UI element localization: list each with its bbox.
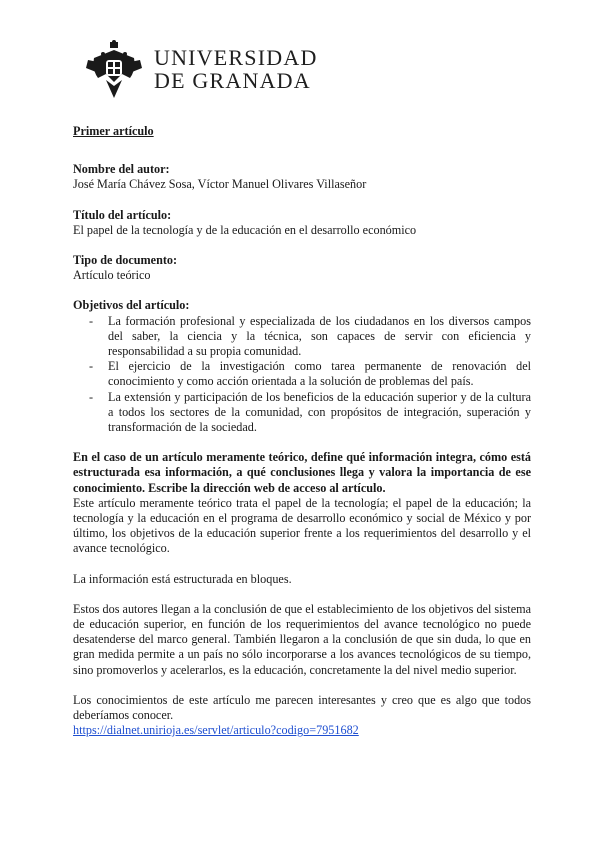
summary-paragraph: Este artículo meramente teórico trata el papel de la tecnología; el papel de la educación; la tecnología y la educación en el programa de desarrollo económico y social de México y por último, los objetivos de la educación superior frente a los requerimientos del desarrollo y el avance tecnológico.: [73, 495, 531, 556]
section-title: Primer artículo: [73, 124, 154, 138]
article-url-link[interactable]: https://dialnet.unirioja.es/servlet/articulo?codigo=7951682: [73, 723, 359, 738]
assignment-question: En el caso de un artículo meramente teórico, define qué información integra, cómo está estructurada esa información, a qué conclusiones llega y valora la importancia de ese conocimiento. Escribe la dirección web de acceso al artículo.: [73, 450, 531, 495]
wordmark-line-2: DE GRANADA: [154, 68, 311, 93]
bullet-dash: -: [89, 359, 94, 374]
objectives-list: [73, 314, 531, 436]
objective-text: La extensión y participación de los beneficios de la educación superior y de la cultura a todos los sectores de la comunidad, con propósitos de integración, superación y transformación de la sociedad.: [108, 389, 531, 435]
article-title-value: El papel de la tecnología y de la educación en el desarrollo económico: [73, 222, 417, 237]
list-item: [73, 314, 531, 360]
valuation-paragraph: Los conocimientos de este artículo me parecen interesantes y creo que es algo que todos deberíamos conocer.: [73, 692, 531, 723]
doc-type-label: Tipo de documento:: [73, 253, 178, 268]
article-title-label: Título del artículo:: [73, 207, 172, 222]
structure-paragraph: La información está estructurada en bloques.: [73, 571, 292, 586]
university-wordmark: [154, 47, 318, 93]
objective-text: La formación profesional y especializada de los ciudadanos en los diversos campos del saber, la ciencia y la técnica, son capaces de servir con eficiencia y responsabilidad a su propia comunidad.: [108, 313, 531, 359]
objective-text: El ejercicio de la investigación como tarea permanente de renovación del conocimiento y como acción orientada a la solución de problemas del país.: [108, 359, 531, 389]
list-item: [73, 390, 531, 436]
author-label: Nombre del autor:: [73, 162, 170, 177]
conclusions-paragraph: Estos dos autores llegan a la conclusión de que el establecimiento de los objetivos del sistema de educación superior, en función de los requerimientos del avance tecnológico no puede desatenderse del marco general. También llegaron a la conclusión de que sin duda, lo que en gran medida permite a un país no sólo incorporarse a los avances tecnológicos de su tiempo, sino promoverlos y acelerarlos, es la educación, concretamente la del nivel medio superior.: [73, 601, 531, 677]
doc-type-value: Artículo teórico: [73, 268, 151, 283]
list-item: [73, 359, 531, 389]
university-header: [84, 40, 318, 100]
bullet-dash: -: [89, 313, 94, 328]
author-value: José María Chávez Sosa, Víctor Manuel Olivares Villaseñor: [73, 177, 367, 192]
wordmark-line-1: UNIVERSIDAD: [154, 45, 318, 70]
document-body: [73, 124, 531, 739]
university-crest-icon: [84, 40, 144, 100]
objectives-label: Objetivos del artículo:: [73, 298, 190, 313]
bullet-dash: -: [89, 389, 94, 404]
